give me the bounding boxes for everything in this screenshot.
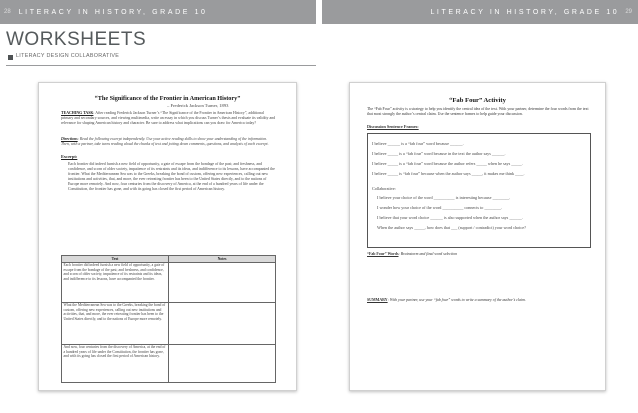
table-cell-text: What the Mediterranean Sea was to the Greeks, breaking the bond of custom, offering new experiences, calling out new institutions and activities, that, and more, the ever retreating frontier has been to the United States directly, and to the nations of Europe more remotely. bbox=[62, 302, 169, 344]
left-page-header bbox=[0, 0, 316, 24]
summary-prompt bbox=[367, 298, 589, 303]
fab-four-intro: The “Fab Four” activity is a strategy to help you identify the central idea of the text. With your partner, determine the four words from the text that most strongly the author’s central claim. Use the sentence frames to help guide your discussion. bbox=[367, 107, 589, 116]
table-cell-text: And now, four centuries from the discovery of America, at the end of a hundred years of life under the Constitution, the frontier has gone, and with its going has closed the first period of American history. bbox=[62, 344, 169, 382]
right-header-title: LITERACY IN HISTORY, GRADE 10 bbox=[430, 8, 620, 16]
title-divider bbox=[6, 65, 316, 66]
notes-table bbox=[61, 255, 276, 383]
right-worksheet bbox=[349, 82, 606, 391]
directions bbox=[61, 137, 276, 147]
frames-label: Discussion Sentence Frames: bbox=[367, 124, 419, 129]
collab-frame-line: When the author says _____, how does that ___ (support / contradict) your word choice? bbox=[377, 225, 526, 230]
frame-line: I believe _____ is a “fab four” word because in the text the author says ______. bbox=[372, 151, 506, 156]
table-cell-notes[interactable] bbox=[169, 302, 276, 344]
directions-label: Directions bbox=[61, 137, 78, 141]
table-row bbox=[62, 262, 276, 302]
summary-text: : With your partner, use your “fab four” words to write a summary of the author’s claim. bbox=[387, 298, 526, 302]
teaching-task-text: : After reading Frederick Jackson Turner’s “The Significance of the Frontier in American History”, additional primary and secondary sources, and viewing multimedia, write an essay in which you discuss Turner’s thesis and evaluate its validity and relevance for shaping American history and character. Be sure to address what implications can you draw for America today? bbox=[61, 111, 276, 126]
teaching-task bbox=[61, 111, 276, 126]
table-cell-text: Each frontier did indeed furnish a new field of opportunity, a gate of escape from the bondage of the past; and freshness, and confidence, and scorn of older society, impatience of its restraints and its ideas, and indifference to its lessons, have accompanied the frontier. bbox=[62, 262, 169, 302]
right-page-number: 29 bbox=[625, 9, 632, 15]
fab-four-words-text: : Brainstorm and final word selection bbox=[398, 252, 458, 256]
worksheet-title: “The Significance of the Frontier in American History” bbox=[94, 95, 241, 102]
subtitle-bullet bbox=[8, 55, 13, 60]
section-title: WORKSHEETS bbox=[6, 29, 147, 50]
left-worksheet bbox=[38, 82, 297, 391]
directions-text: : Read the following excerpt independently. Use your active reading skills to show your understanding of the information. Then, with a partner, take turns reading aloud the chunks of text and jotting down comments, questions, and analysis of each excerpt. bbox=[61, 137, 269, 147]
collab-frame-line: I wonder how your choice of the word __________ connects to ________. bbox=[377, 205, 503, 210]
excerpt-label: Excerpt: bbox=[61, 154, 78, 159]
table-cell-notes[interactable] bbox=[169, 344, 276, 382]
excerpt-text: Each frontier did indeed furnish a new field of opportunity, a gate of escape from the bondage of the past; and freshness, and confidence, and scorn of older society, impatience of its restraints and its ideas, and indifference to its lessons, have accompanied the frontier. What the Mediterranean Sea was to the Greeks, breaking the bond of custom, offering new experiences, calling out new institutions and activities, that, and more, the ever retreating frontier has been to the United States directly, and to the nations of Europe more remotely. And now, four centuries from the discovery of America, at the end of a hundred years of life under the Constitution, the frontier has gone, and with its going has closed the first period of American history. bbox=[68, 162, 275, 192]
fab-four-words bbox=[367, 252, 589, 257]
worksheet-byline: – Frederick Jackson Turner, 1893 bbox=[167, 103, 229, 108]
sentence-frames-box bbox=[367, 133, 591, 248]
teaching-task-label: TEACHING TASK bbox=[61, 111, 94, 115]
table-header-notes: Notes bbox=[169, 256, 276, 263]
collab-frame-line: I believe your choice of the word __________ is interesting because ________. bbox=[377, 195, 511, 200]
table-cell-notes[interactable] bbox=[169, 262, 276, 302]
table-row bbox=[62, 344, 276, 382]
left-header-title: LITERACY IN HISTORY, GRADE 10 bbox=[18, 8, 208, 16]
frame-line: I believe ______ is a “fab four” word because ______. bbox=[372, 141, 464, 146]
right-page-header bbox=[322, 0, 638, 24]
collab-frame-line: I believe that your word choice ______ is also supported when the author says ______. bbox=[377, 215, 523, 220]
frame-line: I believe _____ is “fab four” because when the author says _____, it makes me think ____. bbox=[372, 171, 525, 176]
left-page-number: 28 bbox=[4, 9, 11, 15]
collaborative-label: Collaborative: bbox=[372, 186, 396, 191]
table-row bbox=[62, 302, 276, 344]
summary-label: SUMMARY bbox=[367, 298, 388, 302]
table-header-text: Text bbox=[62, 256, 169, 263]
fab-four-words-label: “Fab Four” Words bbox=[367, 252, 399, 256]
fab-four-title: “Fab Four” Activity bbox=[449, 97, 506, 104]
section-subtitle: LITERACY DESIGN COLLABORATIVE bbox=[16, 53, 120, 59]
frame-line: I believe _____ is a “fab four” word because the author refers _____ when he says _____. bbox=[372, 161, 523, 166]
